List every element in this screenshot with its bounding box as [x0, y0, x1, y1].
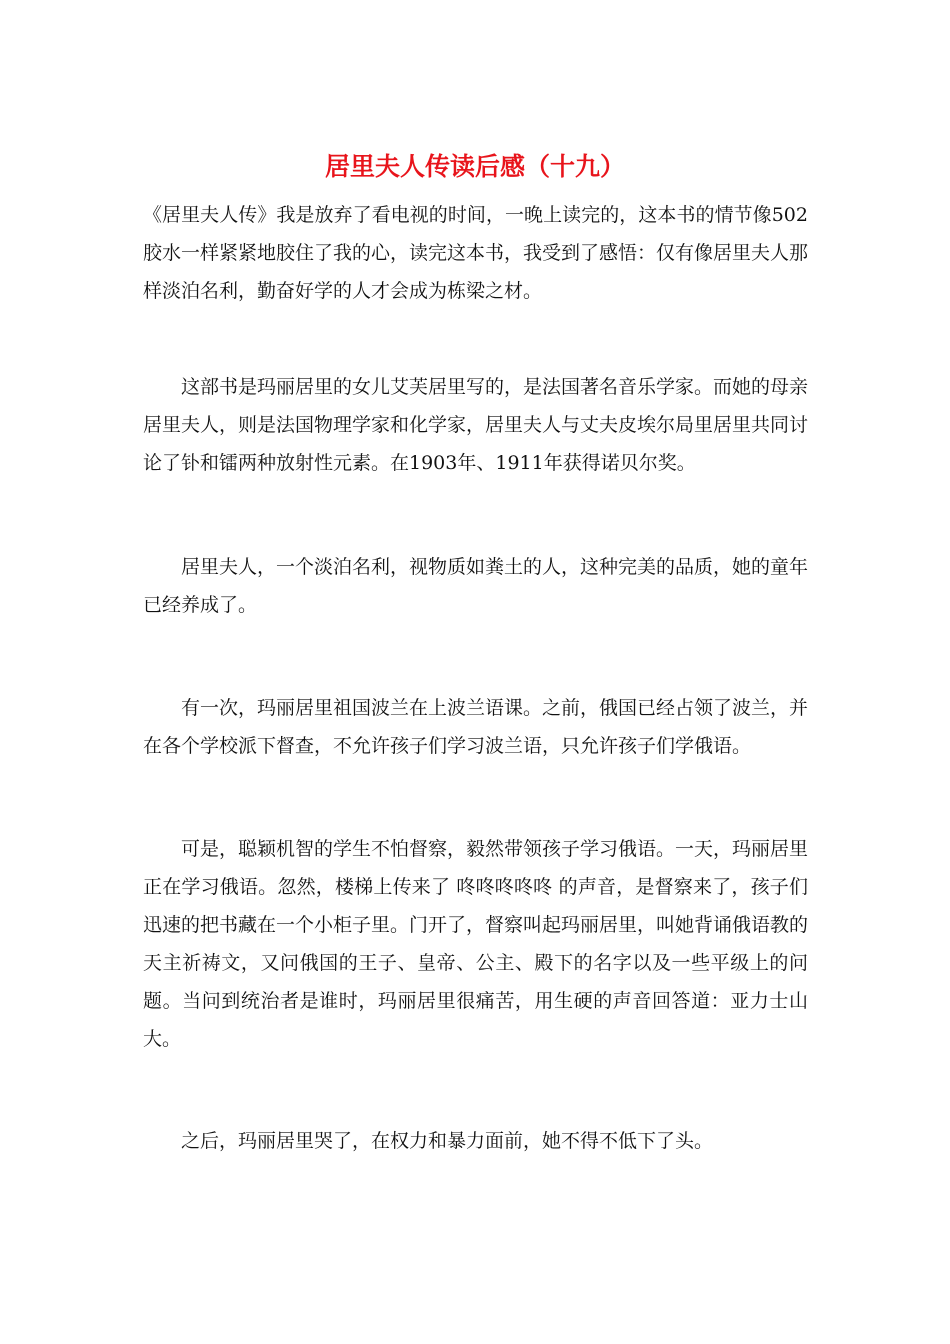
- paragraph-character: 居里夫人，一个淡泊名利，视物质如粪土的人，这种完美的品质，她的童年已经养成了。: [143, 556, 809, 616]
- paragraph-author-background: 这部书是玛丽居里的女儿艾芙居里写的，是法国著名音乐学家。而她的母亲居里夫人，则是法国物理学家和化学家，居里夫人与丈夫皮埃尔局里居里共同讨论了钋和镭两种放射性元素。在1903年、1911年获得诺贝尔奖。: [143, 376, 809, 474]
- paragraph-conclusion: 之后，玛丽居里哭了，在权力和暴力面前，她不得不低下了头。: [181, 1130, 714, 1152]
- document-title: 居里夫人传读后感（十九）: [324, 152, 625, 181]
- paragraph-inspector-story: 可是，聪颖机智的学生不怕督察，毅然带领孩子学习俄语。一天，玛丽居里正在学习俄语。忽然，楼梯上传来了 咚咚咚咚咚 的声音，是督察来了，孩子们迅速的把书藏在一个小柜子里。门开了，督察叫起玛丽居里，叫她背诵俄语教的天主祈祷文，又问俄国的王子、皇帝、公主、殿下的名字以及一些平级上的问题。当问到统治者是谁时，玛丽居里很痛苦，用生硬的声音回答道：亚力士山大。: [143, 838, 809, 1050]
- paragraph-polish-lesson: 有一次，玛丽居里祖国波兰在上波兰语课。之前，俄国已经占领了波兰，并在各个学校派下督查，不允许孩子们学习波兰语，只允许孩子们学俄语。: [143, 697, 809, 757]
- paragraph-intro: 《居里夫人传》我是放弃了看电视的时间，一晚上读完的，这本书的情节像502胶水一样紧紧地胶住了我的心，读完这本书，我受到了感悟：仅有像居里夫人那样淡泊名利，勤奋好学的人才会成为栋梁之材。: [143, 204, 809, 302]
